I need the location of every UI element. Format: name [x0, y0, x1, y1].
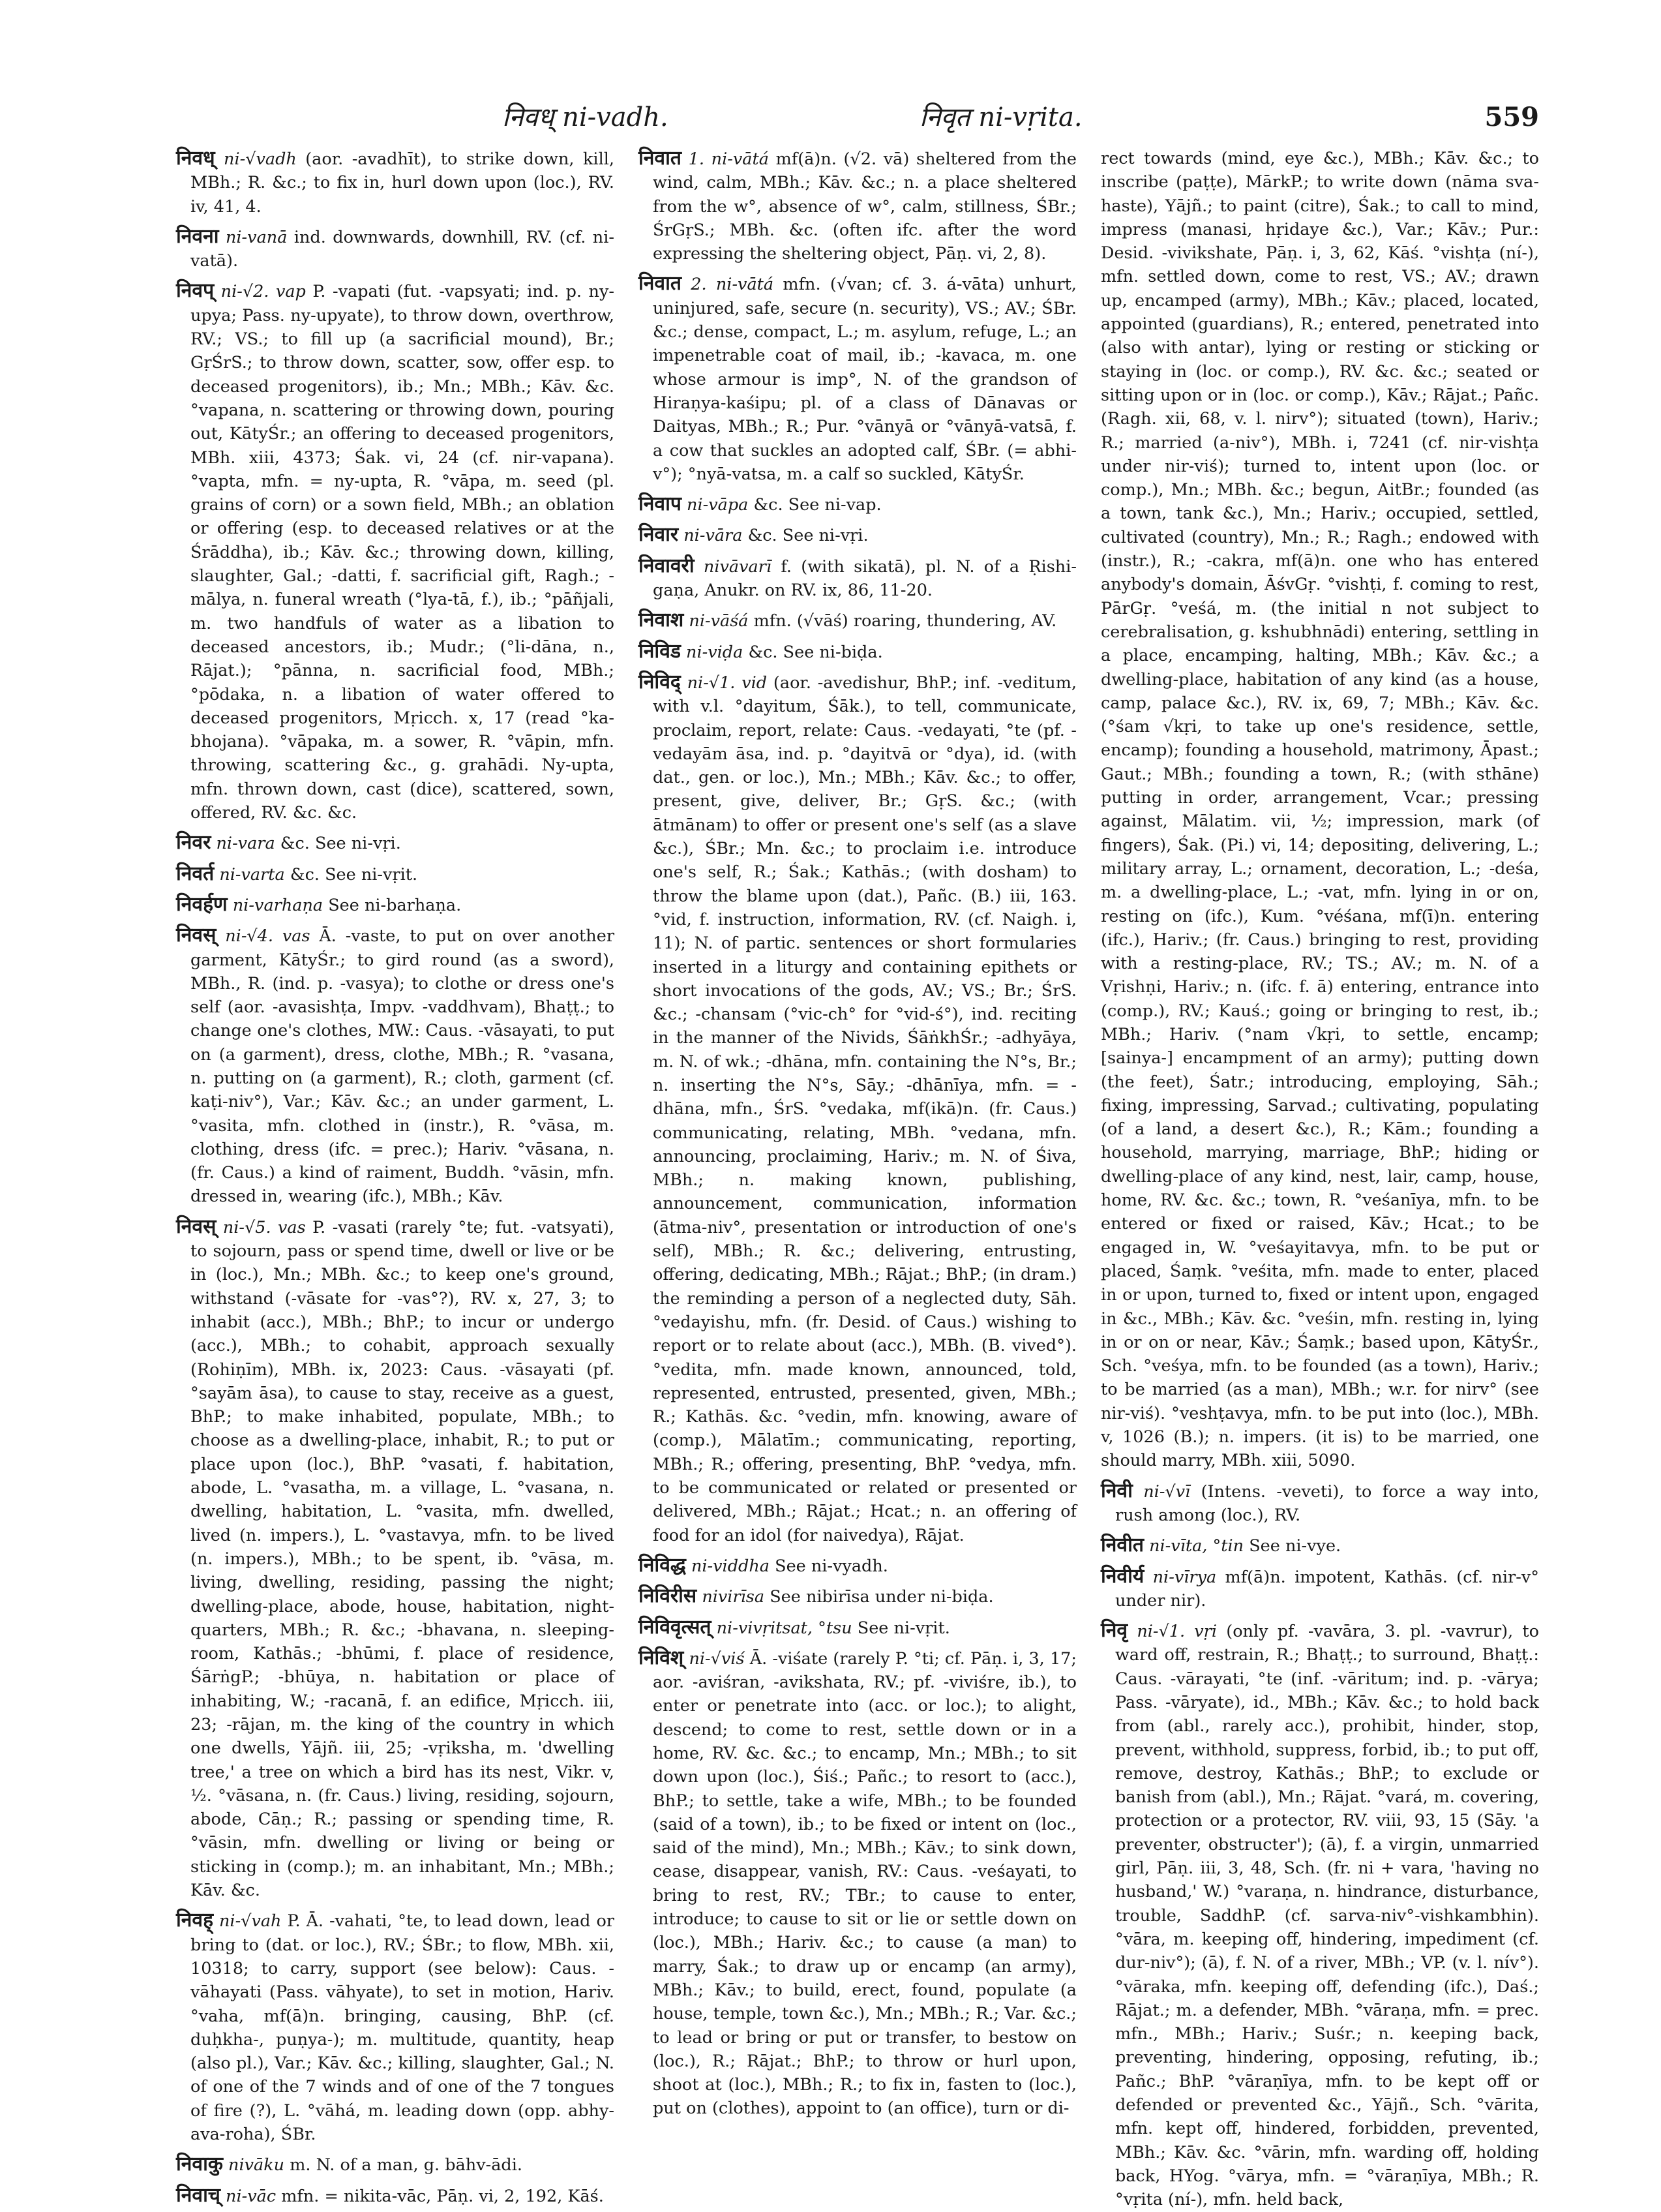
entry-definition: (only pf. -vavāra, 3. pl. -vavrur), to ward off, restrain, R.; Bhaṭṭ.; to surround, Bhaṭṭ.: Caus. -vārayati, °te (inf. -vāritum; ind. p. -vārya; Pass. -vāryate), id., MBh.; Kāv. &c.; to hold back from (abl., rarely acc.), prohibit, hinder, stop, prevent, withhold, suppress, forbid, ib.; to put off, remove, destroy, Kathās.; BhP.; to exclude or banish from (abl.), Mn.; Rājat. °vará, m. covering, protection or a protector, RV. viii, 93, 15 (Sāy. 'a preventer, obstructer'); (ā), f. a virgin, unmarried girl, Pāṇ. iii, 3, 48, Sch. (fr. ni + vara, 'having no husband,' W.) °varaṇa, n. hindrance, disturbance, trouble, SaddhP. (cf. sarva-niv°-vishkambhin). °vāra, m. keeping off, hindering, impediment (cf. dur-niv°); (ā), f. N. of a river, MBh.; VP. (v. l. nív°). °vāraka, mfn. keeping off, defending (ifc.), Daś.; Rājat.; m. a defender, MBh. °vāraṇa, mfn. = prec. mfn., MBh.; Hariv.; Suśr.; n. keeping back, preventing, hindering, opposing, refuting, ib.; Pañc.; BhP. °vāraṇīya, mfn. to be kept off or defended or prevented &c., Yājñ., Sch. °vārita, mfn. kept off, hindered, forbidden, prevented, MBh.; Kāv. &c. °vārin, mfn. warding off, holding back, HYog. °vārya, mfn. = °vāraṇīya, MBh.; R. °vṛita (ní-), mfn. held back,	[1115, 1622, 1540, 2210]
entry-definition: See ni-vye.	[1249, 1536, 1341, 1556]
dictionary-entry	[176, 893, 614, 917]
headword-devanagari: निवाकु	[176, 2153, 223, 2176]
headword-devanagari: निवार	[638, 523, 679, 547]
headword-devanagari: निवी	[1101, 1479, 1133, 1502]
dictionary-entry	[638, 640, 1077, 664]
headword-transliteration: ni-vāra	[683, 526, 743, 546]
headword-transliteration: ni-vīta, °tin	[1149, 1536, 1244, 1556]
dictionary-entry	[638, 1584, 1077, 1609]
headword-devanagari: निवस्	[176, 924, 217, 947]
headword-transliteration: nivāku	[228, 2155, 285, 2175]
headword-devanagari: निवह्	[176, 1909, 214, 1932]
entry-definition: (Intens. -veveti), to force a way into, rush among (loc.), RV.	[1115, 1481, 1540, 1525]
dictionary-entry	[638, 272, 1077, 486]
headword-transliteration: nivirīsa	[702, 1587, 765, 1607]
entry-definition: P. Ā. -vahati, °te, to lead down, lead or bring to (dat. or loc.), RV.; ŚBr.; to flow, MBh. xii, 10318; to carry, support (see below): Caus. -vāhayati (Pass. vāhyate), to set in motion, Hariv. °vaha, mf(ā)n. bringing, causing, BhP. (cf. duḥkha-, puṇya-); m. multitude, quantity, heap (also pl.), Var.; Kāv. &c.; killing, slaughter, Gal.; N. of one of the 7 winds and of one of the 7 tongues of fire (?), L. °vāhá, m. leading down (opp. abhy-ava-roha), ŚBr.	[190, 1911, 615, 2145]
column-2	[638, 147, 1077, 2119]
entry-definition: (aor. -avadhīt), to strike down, kill, MBh.; R. &c.; to fix in, hurl down upon (loc.), RV. iv, 41, 4.	[190, 149, 615, 217]
headword-transliteration: ni-√1. vid	[687, 673, 768, 693]
entry-definition: mfn. = nikita-vāc, Pāṇ. vi, 2, 192, Kāś.	[281, 2186, 604, 2206]
entry-definition: mf(ā)n. (√2. vā) sheltered from the wind, calm, MBh.; Kāv. &c.; n. a place sheltered from the w°, absence of w°, calm, stillness, ŚBr.; ŚrGṛS.; MBh. &c. (often ifc. after the word expressing the sheltering object, Pāṇ. vi, 2, 8).	[653, 149, 1077, 264]
dictionary-entry	[638, 609, 1077, 633]
entry-definition: P. -vasati (rarely °te; fut. -vatsyati), to sojourn, pass or spend time, dwell or live or be in (loc.), Mn.; MBh. &c.; to keep one's ground, withstand (-vāsate for -vas°?), RV. x, 27, 3; to inhabit (acc.), MBh.; BhP.; to incur or undergo (acc.), MBh.; to cohabit, approach sexually (Rohiṇīm), MBh. ix, 2023: Caus. -vāsayati (pf. °sayām āsa), to cause to stay, receive as a guest, BhP.; to make inhabited, populate, MBh.; to choose as a dwelling-place, inhabit, R.; to put or place upon (loc.), BhP. °vasati, f. habitation, abode, L. °vasatha, m. a village, L. °vasana, n. dwelling, habitation, L. °vasita, mfn. dwelled, lived (n. impers.), L. °vastavya, mfn. to be lived (n. impers.), MBh.; to be spent, ib. °vāsa, m. living, dwelling, residing, passing the night; dwelling-place, abode, house, habitation, night-quarters, MBh.; R. &c.; -bhavana, n. sleeping-room, Kathās.; -bhūmi, f. place of residence, ŚārṅgP.; -bhūya, n. habitation or place of inhabiting, W.; -racanā, f. an edifice, Mṛicch. iii, 23; -rājan, m. the king of the country in which one dwells, Yājñ. iii, 25; -vṛiksha, m. 'dwelling tree,' a tree on which a bird has its nest, Vikr. v, ½. °vāsana, n. (fr. Caus.) living, residing, sojourn, abode, Cāṇ.; R.; passing or spending time, R. °vāsin, mfn. dwelling or living or being or sticking in (comp.); m. an inhabitant, Mn.; MBh.; Kāv. &c.	[190, 1217, 615, 1901]
headword-devanagari: निविड	[638, 639, 681, 663]
headword-devanagari: निवाप	[638, 492, 681, 516]
dictionary-entry	[176, 279, 614, 825]
entry-definition: f. (with sikatā), pl. N. of a Ṛishi-gaṇa, Anukr. on RV. ix, 86, 11-20.	[653, 556, 1077, 601]
dictionary-entry	[638, 492, 1077, 517]
dictionary-entry	[176, 2184, 614, 2208]
dictionary-entry	[1101, 1619, 1539, 2211]
headword-devanagari: निवीत	[1101, 1534, 1144, 1557]
dictionary-entry	[638, 554, 1077, 603]
entry-definition: rect towards (mind, eye &c.), MBh.; Kāv. &c.; to inscribe (paṭṭe), MārkP.; to write down (nāma sva-haste), Yājñ.; to paint (citre), Śak.; to call to mind, impress (manasi, hṛidaye &c.), Var.; Kāv.; Pur.: Desid. -vivikshate, Pāṇ. i, 3, 62, Kāś. °vishṭa (ní-), mfn. settled down, come to rest, VS.; AV.; drawn up, encamped (army), MBh.; Kāv.; placed, located, appointed (guardians), R.; entered, penetrated into (also with antar), lying or resting or sticking or staying in (loc. or comp.), RV. &c. &c.; seated or sitting upon or in (loc. or comp.), Kāv.; Rājat.; Pañc. (Ragh. xii, 68, v. l. nirv°); situated (town), Hariv.; R.; married (a-niv°), MBh. i, 7241 (cf. nir-vishṭa under nir-viś); turned to, intent upon (loc. or comp.), Mn.; MBh. &c.; begun, AitBr.; founded (as a town, tank &c.), Mn.; Hariv.; occupied, settled, cultivated (country), Mn.; R.; Ragh.; endowed with (instr.), R.; -cakra, mf(ā)n. one who has entered anybody's domain, ĀśvGṛ. °vishṭi, f. coming to rest, PārGṛ. °veśá, m. (the initial n not subject to cerebralisation, g. kshubhnādi) entering, settling in a place, encamping, halting, MBh.; Kāv. &c.; a dwelling-place, habitation of any kind (as a house, camp, palace &c.), RV. ix, 69, 7; MBh.; Kāv. &c. (°śam √kṛi, to take up one's residence, settle, encamp); founding a household, matrimony, Āpast.; Gaut.; MBh.; founding a town, R.; (with sthāne) putting in order, arrangement, Vcar.; pressing against, Mālatim. vii, ½; impression, mark (of fingers), Śak. (Pi.) vi, 14; depositing, delivering, L.; military array, L.; ornament, decoration, L.; -deśa, m. a dwelling-place, L.; -vat, mfn. lying in or on, resting on (ifc.), Kum. °véśana, mf(ī)n. entering (ifc.), Hariv.; (fr. Caus.) bringing to rest, providing with a resting-place, RV.; TS.; AV.; m. N. of a Vṛishṇi, Hariv.; n. (ifc. f. ā) entering, entrance into (comp.), RV.; Kauś.; going or bringing to rest, ib.; MBh.; Hariv. (°nam √kṛi, to settle, encamp; [sainya-] encampment of an army); putting down (the feet), Śatr.; introducing, employing, Sāh.; fixing, impressing, Sarvad.; cultivating, populating (of a land, a desert &c.), R.; Kām.; founding a household, marrying, marriage, BhP.; hiding or dwelling-place of any kind, nest, lair, camp, house, home, RV. &c. &c.; town, R. °veśanīya, mfn. to be entered or fixed or raised, Kāv.; Hcat.; to be engaged in, W. °veśayitavya, mfn. to be put or placed, Śaṃk. °veśita, mfn. made to enter, placed in or upon, turned to, fixed or intent upon, engaged in &c., MBh.; Kāv. &c. °veśin, mfn. resting in, lying in or on or near, Kāv.; Śaṃk.; based upon, KātyŚr., Sch. °veśya, mfn. to be founded (as a town), Hariv.; to be married (as a man), MBh.; w.r. for nirv° (see nir-viś). °veshṭavya, mfn. to be put into (loc.), MBh. v, 1026 (B.); n. impers. (it is) to be married, one should marry, MBh. xiii, 5090.	[1101, 149, 1539, 1471]
headword-transliteration: ni-vanā	[225, 227, 288, 247]
headword-devanagari: निवाश	[638, 609, 684, 632]
page-number: 559	[1484, 102, 1539, 132]
dictionary-entry	[638, 671, 1077, 1547]
dictionary-entry	[176, 924, 614, 1209]
header-center-headword: निवृत ni-vṛita.	[920, 102, 1083, 132]
headword-transliteration: ni-varhaṇa	[232, 895, 323, 915]
headword-devanagari: निवाच्	[176, 2183, 220, 2207]
headword-transliteration: ni-viḍa	[686, 642, 743, 662]
entry-definition: See ni-vṛit.	[857, 1618, 950, 1638]
headword-devanagari: निविद्ध	[638, 1553, 686, 1577]
dictionary-entry	[176, 2153, 614, 2177]
headword-transliteration: ni-√vadh	[224, 149, 297, 169]
dictionary-entry	[176, 831, 614, 855]
headword-transliteration: ni-√viś	[689, 1648, 745, 1669]
entry-definition: mf(ā)n. impotent, Kathās. (cf. nir-v° under nir).	[1115, 1567, 1539, 1611]
headword-transliteration: ni-√5. vas	[222, 1217, 306, 1237]
dictionary-entry	[638, 147, 1077, 265]
headword-devanagari: निवप्	[176, 279, 215, 303]
headword-devanagari: निवात	[638, 147, 681, 170]
entry-definition: &c. See ni-vṛi.	[280, 834, 401, 854]
entry-definition: mfn. (√vāś) roaring, thundering, AV.	[753, 611, 1057, 631]
headword-devanagari: निवना	[176, 224, 219, 248]
headword-transliteration: ni-√2. vap	[220, 282, 306, 302]
entry-definition: See ni-vyadh.	[775, 1556, 888, 1576]
headword-transliteration: nivāvarī	[703, 556, 772, 577]
entry-definition: ind. downwards, downhill, RV. (cf. ni-vatā).	[190, 227, 614, 271]
headword-devanagari: निविद्	[638, 670, 681, 693]
headword-devanagari: निवर्हण	[176, 892, 228, 916]
dictionary-entry	[1101, 147, 1539, 1473]
headword-devanagari: निवर्त	[176, 862, 215, 885]
headword-transliteration: ni-vāc	[226, 2186, 277, 2206]
dictionary-entry	[176, 1909, 614, 2146]
headword-transliteration: 1. ni-vātá	[688, 149, 769, 169]
dictionary-entry	[638, 1616, 1077, 1640]
headword-devanagari: निविश्	[638, 1646, 684, 1669]
entry-definition: &c. See ni-vṛit.	[290, 864, 418, 885]
entry-definition: m. N. of a man, g. bāhv-ādi.	[290, 2155, 523, 2175]
page-header	[176, 98, 1539, 137]
headword-devanagari: निविवृत्सत्	[638, 1615, 711, 1639]
headword-transliteration: ni-vāpa	[687, 495, 749, 515]
column-3	[1101, 147, 1540, 2210]
headword-transliteration: ni-√vah	[219, 1911, 282, 1932]
header-left-headword: निवध् ni-vadh.	[502, 102, 668, 132]
headword-devanagari: निवात	[638, 272, 681, 295]
headword-devanagari: निवृ	[1101, 1619, 1128, 1643]
dictionary-entry	[1101, 1565, 1539, 1613]
headword-transliteration: ni-viddha	[691, 1556, 770, 1576]
dictionary-entry	[176, 147, 614, 219]
entry-definition: &c. See ni-biḍa.	[748, 642, 883, 662]
entry-definition: &c. See ni-vap.	[753, 495, 882, 515]
headword-devanagari: निवर	[176, 831, 211, 855]
headword-devanagari: निवध्	[176, 147, 215, 170]
headword-devanagari: निविरीस	[638, 1584, 697, 1608]
entry-definition: &c. See ni-vṛi.	[747, 526, 869, 546]
entry-definition: See ni-barhaṇa.	[328, 895, 462, 915]
dictionary-entry	[638, 523, 1077, 547]
dictionary-columns	[176, 147, 1540, 2210]
headword-transliteration: ni-vīrya	[1152, 1567, 1217, 1587]
dictionary-entry	[176, 1215, 614, 1903]
entry-definition: Ā. -vaste, to put on over another garment, KātyŚr.; to gird round (as a sword), MBh., R. (ind. p. -vasya); to clothe or dress one's self (aor. -avasishṭa, Impv. -vaddhvam), Bhaṭṭ.; to change one's clothes, MW.: Caus. -vāsayati, to put on (a garment), dress, clothe, MBh.; R. °vasana, n. putting on (a garment), R.; cloth, garment (cf. kaṭi-niv°), Var.; Kāv. &c.; an under garment, L. °vasita, mfn. clothed in (instr.), R. °vāsa, m. clothing, dress (ifc. = prec.); Hariv. °vāsana, n. (fr. Caus.) a kind of raiment, Buddh. °vāsin, mfn. dressed in, wearing (ifc.), MBh.; Kāv.	[190, 926, 615, 1207]
dictionary-entry	[176, 225, 614, 273]
headword-devanagari: निवीर्य	[1101, 1564, 1145, 1588]
headword-transliteration: ni-vara	[216, 834, 275, 854]
dictionary-entry	[176, 862, 614, 886]
dictionary-entry	[638, 1554, 1077, 1578]
entry-definition: P. -vapati (fut. -vapsyati; ind. p. ny-upya; Pass. ny-upyate), to throw down, overthrow, RV.; VS.; to fill up (a sacrificial mound), Br.; GṛŚrS.; to throw down, scatter, sow, offer esp. to deceased progenitors), ib.; Mn.; MBh.; Kāv. &c. °vapana, n. scattering or throwing down, pouring out, KātyŚr.; an offering to deceased progenitors, MBh. xiii, 4373; Śak. vi, 24 (cf. nir-vapana). °vapta, mfn. = ny-upta, R. °vāpa, m. seed (pl. grains of corn) or a sown field, MBh.; an oblation or offering (esp. to deceased relatives or at the Śrāddha), ib.; Kāv. &c.; throwing down, killing, slaughter, Gal.; -datti, f. sacrificial gift, Ragh.; -mālya, n. funeral wreath (°lya-tā, f.), ib.; °pāñjali, m. two handfuls of water as a libation to deceased ancestors, ib.; Mudr.; (°li-dāna, n., Rājat.); °pānna, n. sacrificial food, MBh.; °pōdaka, n. a libation of water offered to deceased progenitors, Mṛicch. x, 17 (read °ka-bhojana). °vāpaka, m. a sower, R. °vāpin, mfn. throwing, scattering &c., g. grahādi. Ny-upta, mfn. thrown down, cast (dice), scattered, sown, offered, RV. &c. &c.	[190, 282, 614, 823]
dictionary-entry	[638, 1646, 1077, 2121]
headword-transliteration: ni-√4. vas	[225, 926, 310, 947]
headword-transliteration: ni-√vī	[1143, 1481, 1191, 1502]
entry-definition: Ā. -viśate (rarely P. °ti; cf. Pāṇ. i, 3, 17; aor. -aviśran, -avikshata, RV.; pf. -viviśre, ib.), to enter or penetrate into (acc. or loc.); to alight, descend; to come to rest, settle down or in a home, RV. &c. &c.; to encamp, Mn.; MBh.; to sit down upon (loc.), Śiś.; Pañc.; to resort to (acc.), BhP.; to settle, take a wife, MBh.; to be founded (said of a town), ib.; to be fixed or intent on (loc., said of the mind), Mn.; MBh.; Kāv.; to sink down, cease, disappear, vanish, RV.: Caus. -veśayati, to bring to rest, RV.; TBr.; to cause to enter, introduce; to cause to sit or lie or settle down on (loc.), MBh.; Hariv. &c.; to cause (a man) to marry, Śak.; to draw up or encamp (an army), MBh.; Kāv.; to build, erect, found, populate (a house, temple, town &c.), Mn.; MBh.; R.; Var. &c.; to lead or bring or put or transfer, to bestow on (loc.), R.; Rājat.; BhP.; to throw or hurl upon, shoot at (loc.), MBh.; R.; to fix in, fasten to (loc.), put on (clothes), appoint to (an office), turn or di-	[653, 1648, 1077, 2119]
headword-devanagari: निवस्	[176, 1215, 217, 1238]
headword-transliteration: ni-vivṛitsat, °tsu	[716, 1618, 852, 1638]
dictionary-entry	[1101, 1479, 1539, 1528]
dictionary-entry	[1101, 1534, 1539, 1558]
entry-definition: See nibirīsa under ni-biḍa.	[770, 1587, 994, 1607]
headword-transliteration: ni-vāśá	[689, 611, 749, 631]
headword-devanagari: निवावरी	[638, 554, 695, 577]
headword-transliteration: ni-varta	[219, 864, 285, 885]
column-1	[176, 147, 615, 2207]
headword-transliteration: 2. ni-vātá	[691, 275, 774, 295]
headword-transliteration: ni-√1. vṛi	[1137, 1622, 1218, 1642]
entry-definition: (aor. -avedishur, BhP.; inf. -veditum, with v.l. °dayitum, Śāk.), to tell, communicate, proclaim, report, relate: Caus. -vedayati, °te (pf. -vedayām āsa, ind. p. °dayitvā or °dya), id. (with dat., gen. or loc.), Mn.; MBh.; Kāv. &c.; to offer, present, give, deliver, Br.; GṛS. &c.; (with ātmānam) to offer or present one's self (as a slave &c.), ŚBr.; Mn. &c.; to proclaim i.e. introduce one's self, R.; Śak.; Kathās.; (with dosham) to throw the blame upon (dat.), Pañc. (B.) iii, 163. °vid, f. instruction, information, RV. (cf. Naigh. i, 11); N. of partic. sentences or short formularies inserted in a liturgy and containing epithets or short invocations of the gods, AV.; VS.; Br.; ŚrS. &c.; -chansam (°vic-ch° for °vid-ś°), ind. reciting in the manner of the Nivids, ŚāṅkhŚr.; -adhyāya, m. N. of wk.; -dhāna, mfn. containing the N°s, Br.; n. inserting the N°s, Sāy.; -dhānīya, mfn. = -dhāna, mfn., ŚrS. °vedaka, mf(ikā)n. (fr. Caus.) communicating, relating, MBh. °vedana, mfn. announcing, proclaiming, Hariv.; m. N. of Śiva, MBh.; n. making known, publishing, announcement, communication, information (ātma-niv°, presentation or introduction of one's self), MBh.; R. &c.; delivering, entrusting, offering, dedicating, MBh.; Rājat.; BhP.; (in dram.) the reminding a person of a neglected duty, Sāh. °vedayishu, mfn. (fr. Desid. of Caus.) wishing to report or to relate about (acc.), MBh. (B. vived°). °vedita, mfn. made known, announced, told, represented, entrusted, presented, given, MBh.; R.; Kathās. &c. °vedin, mfn. knowing, aware of (comp.), Mālatīm.; communicating, reporting, MBh.; R.; offering, presenting, BhP. °vedya, mfn. to be communicated or related or presented or delivered, MBh.; Rājat.; Hcat.; n. an offering of food for an idol (for naivedya), Rājat.	[653, 673, 1077, 1545]
entry-definition: mfn. (√van; cf. 3. á-vāta) unhurt, uninjured, safe, secure (n. security), VS.; AV.; ŚBr. &c.; dense, compact, L.; m. asylum, refuge, L.; an impenetrable coat of mail, ib.; -kavaca, m. one whose armour is imp°, N. of the grandson of Hiraṇya-kaśipu; pl. of a class of Dānavas or Daityas, MBh.; R.; Pur. °vānyā or °vānyā-vatsā, f. a cow that suckles an adopted calf, ŚBr. (= abhi-v°); °nyā-vatsa, m. a calf so suckled, KātyŚr.	[653, 275, 1077, 484]
